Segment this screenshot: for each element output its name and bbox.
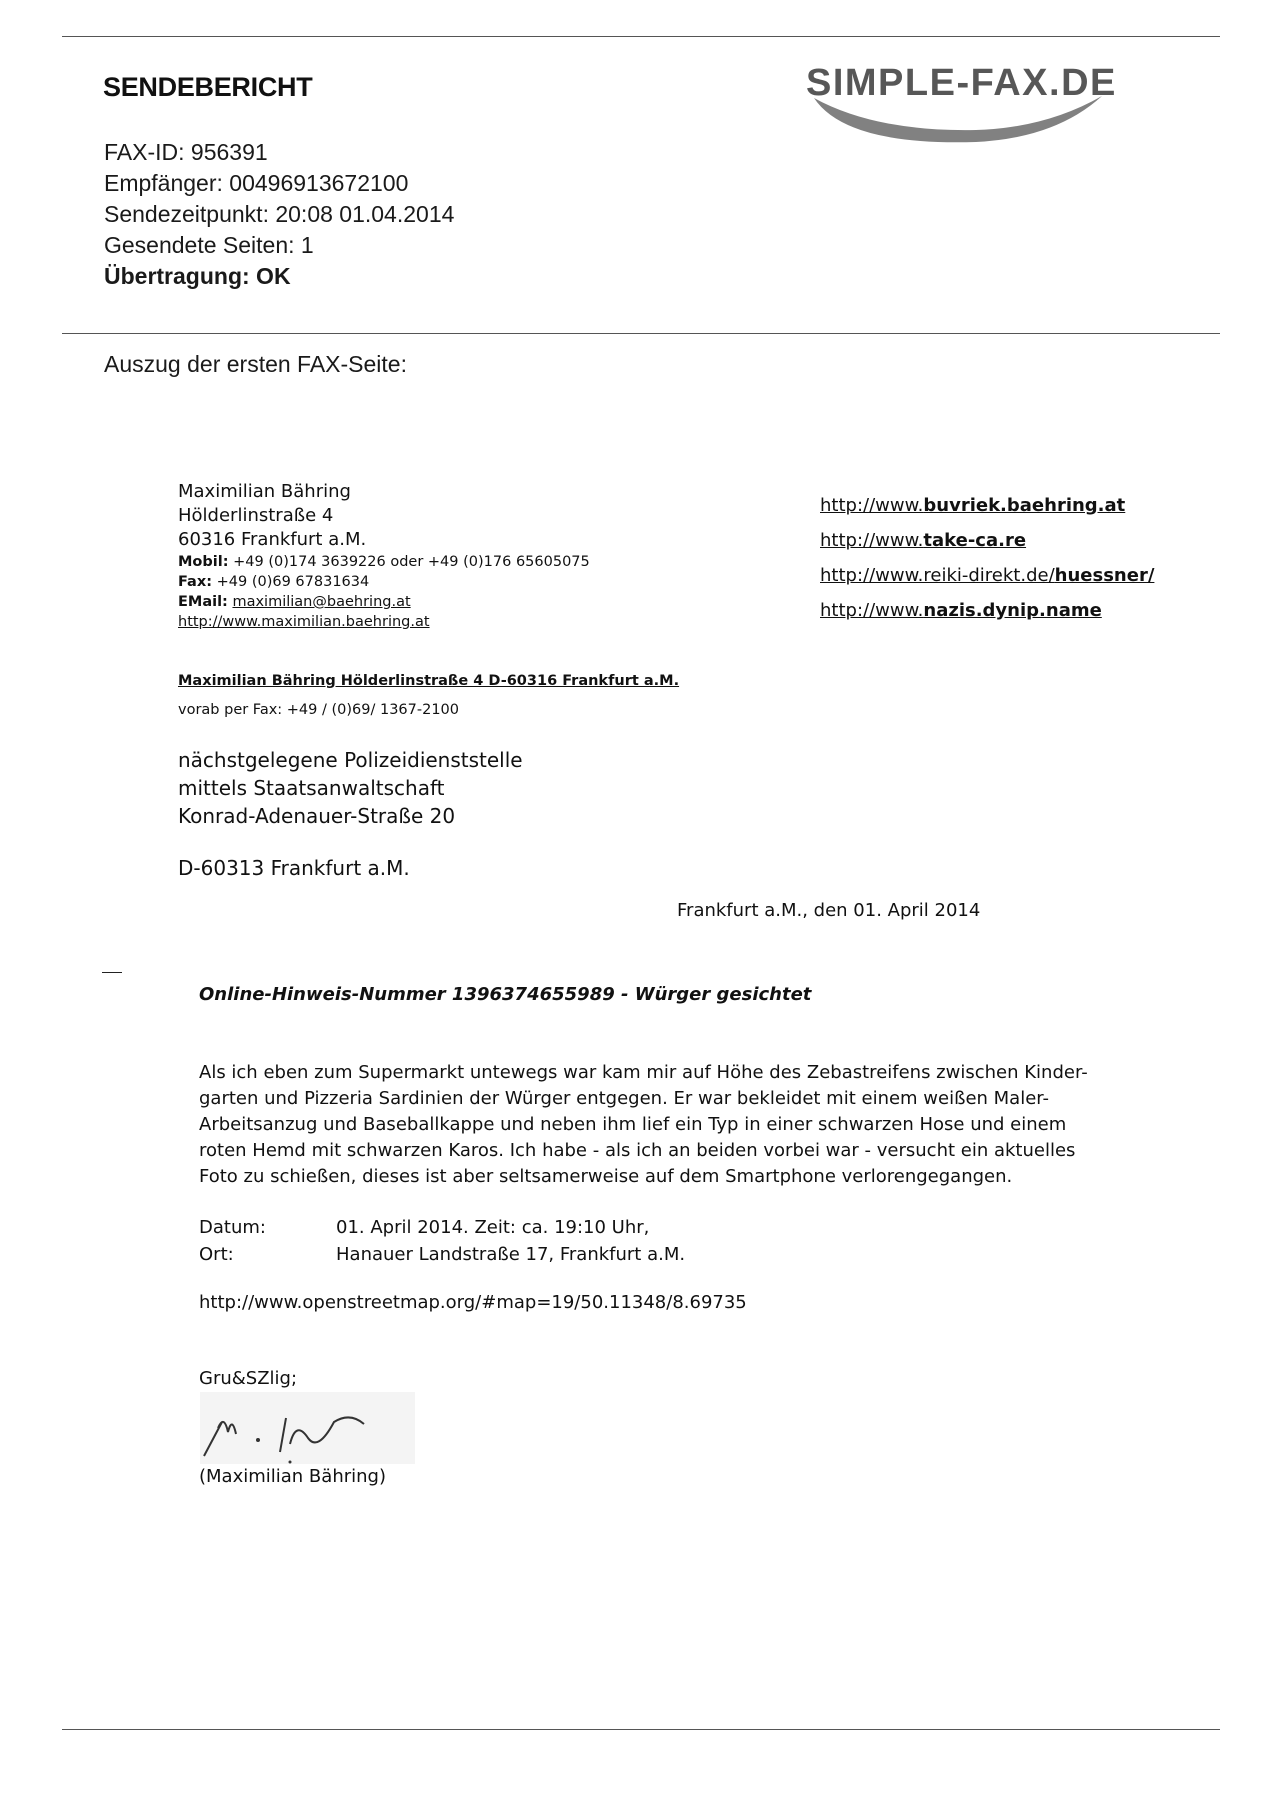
link-domain: huessner/ [1054, 565, 1155, 586]
email-label: EMail: [178, 594, 228, 610]
recipient-number: Empfänger: 00496913672100 [104, 170, 409, 196]
detail-key: Datum: [199, 1217, 266, 1238]
openstreetmap-link[interactable]: http://www.openstreetmap.org/#map=19/50.11348/8.69735 [199, 1292, 747, 1313]
middle-divider [62, 333, 1220, 334]
detail-value: 01. April 2014. Zeit: ca. 19:10 Uhr, [336, 1217, 650, 1238]
fax-label: Fax: [178, 574, 212, 590]
link-reiki[interactable] [820, 558, 1154, 593]
incident-details [199, 1214, 685, 1268]
handwritten-signature [200, 1392, 415, 1464]
return-address: Maximilian Bähring Hölderlinstraße 4 D-60316 Frankfurt a.M. [178, 673, 680, 689]
link-take-care[interactable] [820, 523, 1154, 558]
link-buvriek[interactable] [820, 488, 1154, 523]
recipient-zip: D-60313 Frankfurt a.M. [178, 856, 410, 880]
sender-name: Maximilian Bähring [178, 481, 351, 502]
link-prefix: http://www. [820, 600, 924, 621]
detail-row-date [199, 1214, 685, 1241]
link-prefix: http://www. [820, 530, 924, 551]
bottom-divider [62, 1729, 1220, 1730]
detail-value: Hanauer Landstraße 17, Frankfurt a.M. [336, 1244, 686, 1265]
mobile-number: +49 (0)174 3639226 oder +49 (0)176 65605075 [228, 554, 590, 570]
report-title: SENDEBERICHT [103, 72, 313, 102]
letter-date: Frankfurt a.M., den 01. April 2014 [677, 900, 981, 921]
detail-key: Ort: [199, 1244, 234, 1265]
sender-fax [178, 572, 590, 592]
excerpt-label: Auszug der ersten FAX-Seite: [104, 351, 407, 377]
recipient-line: nächstgelegene Polizeidienststelle [178, 748, 523, 772]
fax-id: FAX-ID: 956391 [104, 139, 268, 165]
letter-body [199, 1060, 1119, 1190]
link-domain: take-ca.re [923, 530, 1027, 551]
prefax-line: vorab per Fax: +49 / (0)69/ 1367-2100 [178, 702, 460, 718]
detail-row-location [199, 1241, 685, 1268]
link-prefix: http://www. [820, 495, 924, 516]
signer-name: (Maximilian Bähring) [199, 1466, 386, 1487]
send-time: Sendezeitpunkt: 20:08 01.04.2014 [104, 201, 455, 227]
sender-street: Hölderlinstraße 4 [178, 505, 334, 526]
logo-text: SIMPLE-FAX.DE [806, 62, 1117, 104]
body-line: Als ich eben zum Supermarkt untewegs war kam mir auf Höhe des Zebastreifens zwischen Kinder- [199, 1062, 1088, 1083]
report-info [104, 137, 454, 292]
letter-subject: Online-Hinweis-Nummer 1396374655989 - Würger gesichtet [199, 984, 812, 1005]
email-link[interactable]: maximilian@baehring.at [232, 594, 411, 610]
sender-block [178, 480, 590, 632]
margin-dash [102, 972, 122, 973]
link-domain: nazis.dynip.name [923, 600, 1102, 621]
recipient-address [178, 746, 523, 830]
body-line: Arbeitsanzug und Baseballkappe und neben ihm lief ein Typ in einer schwarzen Hose und einem [199, 1114, 1067, 1135]
simple-fax-logo [806, 56, 1206, 152]
sender-mobile [178, 552, 590, 572]
sender-website-link[interactable]: http://www.maximilian.baehring.at [178, 614, 430, 630]
pages-sent: Gesendete Seiten: 1 [104, 232, 314, 258]
link-domain: buvriek.baehring.at [923, 495, 1126, 516]
link-nazis-dynip[interactable] [820, 593, 1154, 628]
top-divider [62, 36, 1220, 37]
fax-number: +49 (0)69 67831634 [212, 574, 370, 590]
sender-email [178, 592, 590, 612]
greeting: Gru&SZlig; [199, 1368, 298, 1389]
recipient-line: mittels Staatsanwaltschaft [178, 776, 445, 800]
body-line: garten und Pizzeria Sardinien der Würger entgegen. Er war bekleidet mit einem weißen Maler- [199, 1088, 1050, 1109]
recipient-line: Konrad-Adenauer-Straße 20 [178, 804, 456, 828]
body-line: Foto zu schießen, dieses ist aber seltsamerweise auf dem Smartphone verlorengegangen. [199, 1166, 1013, 1187]
links-block [820, 488, 1154, 628]
link-prefix: http://www.reiki-direkt.de/ [820, 565, 1055, 586]
body-line: roten Hemd mit schwarzen Karos. Ich habe - als ich an beiden vorbei war - versucht ein aktuelles [199, 1140, 1076, 1161]
transmission-status: Übertragung: OK [104, 263, 291, 289]
sender-city: 60316 Frankfurt a.M. [178, 529, 367, 550]
mobile-label: Mobil: [178, 554, 229, 570]
